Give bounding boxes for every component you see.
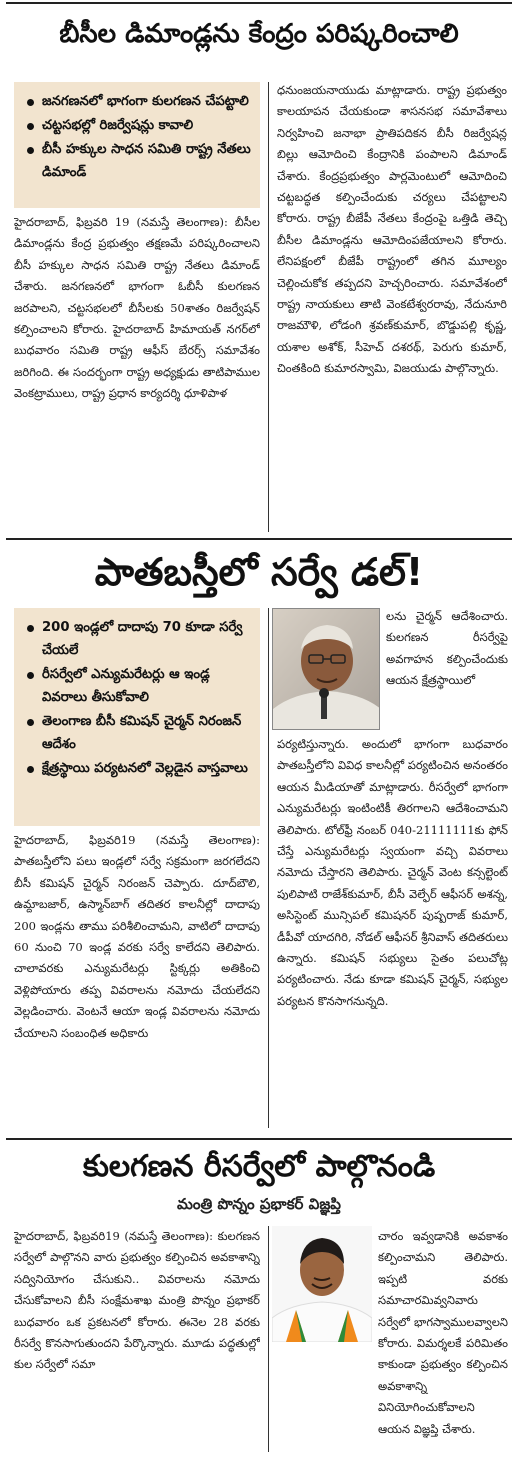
article1-headline: బీసీల డిమాండ్లను కేంద్రం పరిష్కరించాలి	[59, 19, 459, 49]
article1-highlight-2: చట్టసభల్లో రిజర్వేషన్లు కావాలి	[22, 114, 252, 137]
article2-highlight-4: క్షేత్రస్థాయి పర్యటనలో వెల్లడైన వాస్తవాలు	[22, 757, 252, 780]
article1-highlights	[14, 82, 260, 208]
article2-highlights	[14, 608, 260, 826]
article2-column-divider	[268, 608, 269, 1128]
chairman-portrait-illustration	[273, 609, 380, 730]
article2-highlight-1: 200 ఇండ్లలో దాదాపు 70 కూడా సర్వే చేయలే	[22, 616, 252, 662]
article1-bottom-rule	[6, 538, 512, 540]
article2-photo-side-text-content: లను చైర్మన్ ఆదేశించారు. కులగణన రీసర్వేపై అవగాహన కల్పించేందుకు ఆయన క్షేత్రస్థాయిలో	[386, 609, 508, 688]
article1-body-right-text: ధనుంజయనాయుడు మాట్లాడారు. రాష్ట్ర ప్రభుత్వం కాలయాపన చేయకుండా శాసనసభ సమావేశాలు నిర్వహించి జనాభా ప్రాతిపదికన బీసీ రిజర్వేషన్ల బిల్లు ఆమోదించి కేంద్రానికి పంపాలని డిమాండ్ చేశారు. కేంద్రప్రభుత్వం పార్లమెంటులో ఆమోదించి చట్టబద్ధత కల్పించేందుకు చర్యలు చేపట్టాలని కోరారు. రాష్ట్ర బీజేపీ నేతలు కేంద్రంపై ఒత్తిడి తెచ్చి బీసీల డిమాండ్లను ఆమోదింపజేయాలని కోరారు. లేనిపక్షంలో బీజేపీ రాష్ట్రంలో తగిన మూల్యం చెల్లించుకోక తప్పదని హెచ్చరించారు. సమావేశంలో రాష్ట్ర నాయకులు తాటి వెంకటేశ్వరరావు, నేదునూరి రాజమౌళి, లోడంగి శ్రవణ్‌కుమార్, బొడ్డుపల్లి కృష్ణ, యశాల అశోక్, సీహెచ్ దశరథ్, పెరుగు కుమార్, చింతకింది కుమారస్వామి, విజయుడు పాల్గొన్నారు.	[277, 83, 507, 376]
article3-headline: కులగణన రీసర్వేలో పాల్గొనండి	[82, 1149, 436, 1184]
article3-body-right-text: చారం ఇవ్వడానికి అవకాశం కల్పించామని తెలిపారు. ఇప్పటి వరకు సమాచారమివ్వనివారు సర్వేలో భాగస్వాములవ్వాలని కోరారు. విమర్శలకే పరిమితం కాకుండా ప్రభుత్వం కల్పించిన అవకాశాన్ని వినియోగించుకోవాలని ఆయన విజ్ఞప్తి చేశారు.	[378, 1229, 508, 1436]
article2-body-left-text: హైదరాబాద్, ఫిబ్రవరి19 (నమస్తే తెలంగాణ): పాతబస్తీలోని పలు ఇండ్లలో సర్వే సక్రమంగా జరగలేదని బీసీ కమిషన్ చైర్మన్ నిరంజన్ చెప్పారు. దూద్‌బౌలి, ఉమ్దాబజార్, ఉస్మాన్‌బాగ్ తదితర కాలనీల్లో దాదాపు 200 ఇండ్లను తాము పరిశీలించామని, వాటిలో దాదాపు 60 నుంచి 70 ఇండ్ల వరకు సర్వే కాలేదని తెలిపారు. చాలావరకు ఎన్యుమరేటర్లు స్టిక్కర్లు అతికించి వెళ్లిపోయారు తప్ప వివరాలను నమోదు చేయలేదని వెల్లడించారు. వెంటనే ఆయా ఇండ్ల వివరాలను నమోదు చేయాలని సంబంధిత అధికారు	[14, 833, 260, 1040]
article2-headline: పాతబస్తీలో సర్వే డల్!	[94, 550, 424, 594]
chairman-photo	[272, 608, 380, 730]
article1-column-divider	[268, 82, 269, 532]
article2-highlight-2: రీసర్వేలో ఎన్యుమరేటర్లు ఆ ఇండ్ల వివరాలు తీసుకోవాలి	[22, 663, 252, 709]
article3-subtitle: మంత్రి పొన్నం ప్రభాకర్ విజ్ఞప్తి	[177, 1195, 341, 1213]
article2-bottom-rule	[6, 1138, 512, 1140]
article1-highlight-1: జనగణనలో భాగంగా కులగణన చేపట్టాలి	[22, 90, 252, 113]
article3-body-right	[378, 1226, 508, 1454]
article1-body-left	[14, 212, 260, 532]
article2-body-right-text: పర్యటిస్తున్నారు. అందులో భాగంగా బుధవారం పాతబస్తీలోని వివిధ కాలనీల్లో పర్యటించిన అనంతరం ఆయన మీడియాతో మాట్లాడారు. రీసర్వేలో భాగంగా ఎన్యుమరేటర్లు ఇంటింటికీ తిరగాలని ఆదేశించామని తెలిపారు. టోల్‌ఫ్రీ నంబర్ 040-21111111కు ఫోన్ చేస్తే ఎన్యుమరేటర్లు స్వయంగా వచ్చి వివరాలు నమోదు చేస్తారని తెలిపారు. చైర్మన్ వెంట కన్సల్టెంట్ పులిపాటి రాజేశ్‌కుమార్, బీసీ వెల్ఫేర్ ఆఫీసర్ అశన్న, అసిస్టెంట్ మున్సిపల్ కమిషనర్ పుష్పరాజ్ కుమార్, డీపీవో యాదగిరి, నోడల్ ఆఫీసర్ శ్రీనివాస్ తదితరులు ఉన్నారు. కమిషన్ సభ్యులు సైతం పలుచోట్ల పర్యటించారు. నేడు కూడా కమిషన్ చైర్మన్, సభ్యుల పర్యటన కొనసాగనున్నది.	[277, 737, 508, 1008]
article2-body-left	[14, 830, 260, 1130]
minister-portrait-illustration	[272, 1226, 372, 1342]
article2-photo-side-text	[386, 606, 508, 734]
article2-body-right	[277, 734, 508, 1130]
article1-body-right	[277, 80, 507, 532]
minister-photo	[272, 1226, 372, 1342]
article3-body-left	[14, 1226, 260, 1454]
article3-body-left-text: హైదరాబాద్, ఫిబ్రవరి19 (నమస్తే తెలంగాణ): కులగణన సర్వేలో పాల్గొనని వారు ప్రభుత్వం కల్పించిన అవకాశాన్ని సద్వినియోగం చేసుకుని.. వివరాలను నమోదు చేసుకోవాలని బీసీ సంక్షేమశాఖ మంత్రి పొన్నం ప్రభాకర్ బుధవారం ఒక ప్రకటనలో కోరారు. ఈనెల 28 వరకు రీసర్వే కొనసాగుతుందని పేర్కొన్నారు. మూడు పద్ధతుల్లో కుల సర్వేలో సమా	[14, 1229, 260, 1372]
top-rule	[6, 2, 512, 4]
article1-highlight-3: బీసీ హక్కుల సాధన సమితి రాష్ట్ర నేతలు డిమాండ్	[22, 138, 252, 184]
article3-column-divider	[268, 1226, 269, 1452]
article2-highlight-3: తెలంగాణ బీసీ కమిషన్ చైర్మన్ నిరంజన్ ఆదేశం	[22, 710, 252, 756]
article1-body-left-text: హైదరాబాద్, ఫిబ్రవరి 19 (నమస్తే తెలంగాణ): బీసీల డిమాండ్లను కేంద్ర ప్రభుత్వం తక్షణమే పరిష్కరించాలని బీసీ హక్కుల సాధన సమితి రాష్ట్ర నేతలు డిమాండ్ చేశారు. జనగణనలో భాగంగా ఓబీసీ కులగణన జరపాలని, చట్టసభలలో బీసీలకు 50శాతం రిజర్వేషన్ కల్పించాలని కోరారు. హైదరాబాద్ హిమాయత్ నగర్‌లో బుధవారం సమితి రాష్ట్ర ఆఫీస్ బేరర్స్ సమావేశం జరిగింది. ఈ సందర్భంగా రాష్ట్ర అధ్యక్షుడు తాటిపాముల వెంకట్రాములు, రాష్ట్ర ప్రధాన కార్యదర్శి ధూళిపాళ	[14, 215, 260, 401]
